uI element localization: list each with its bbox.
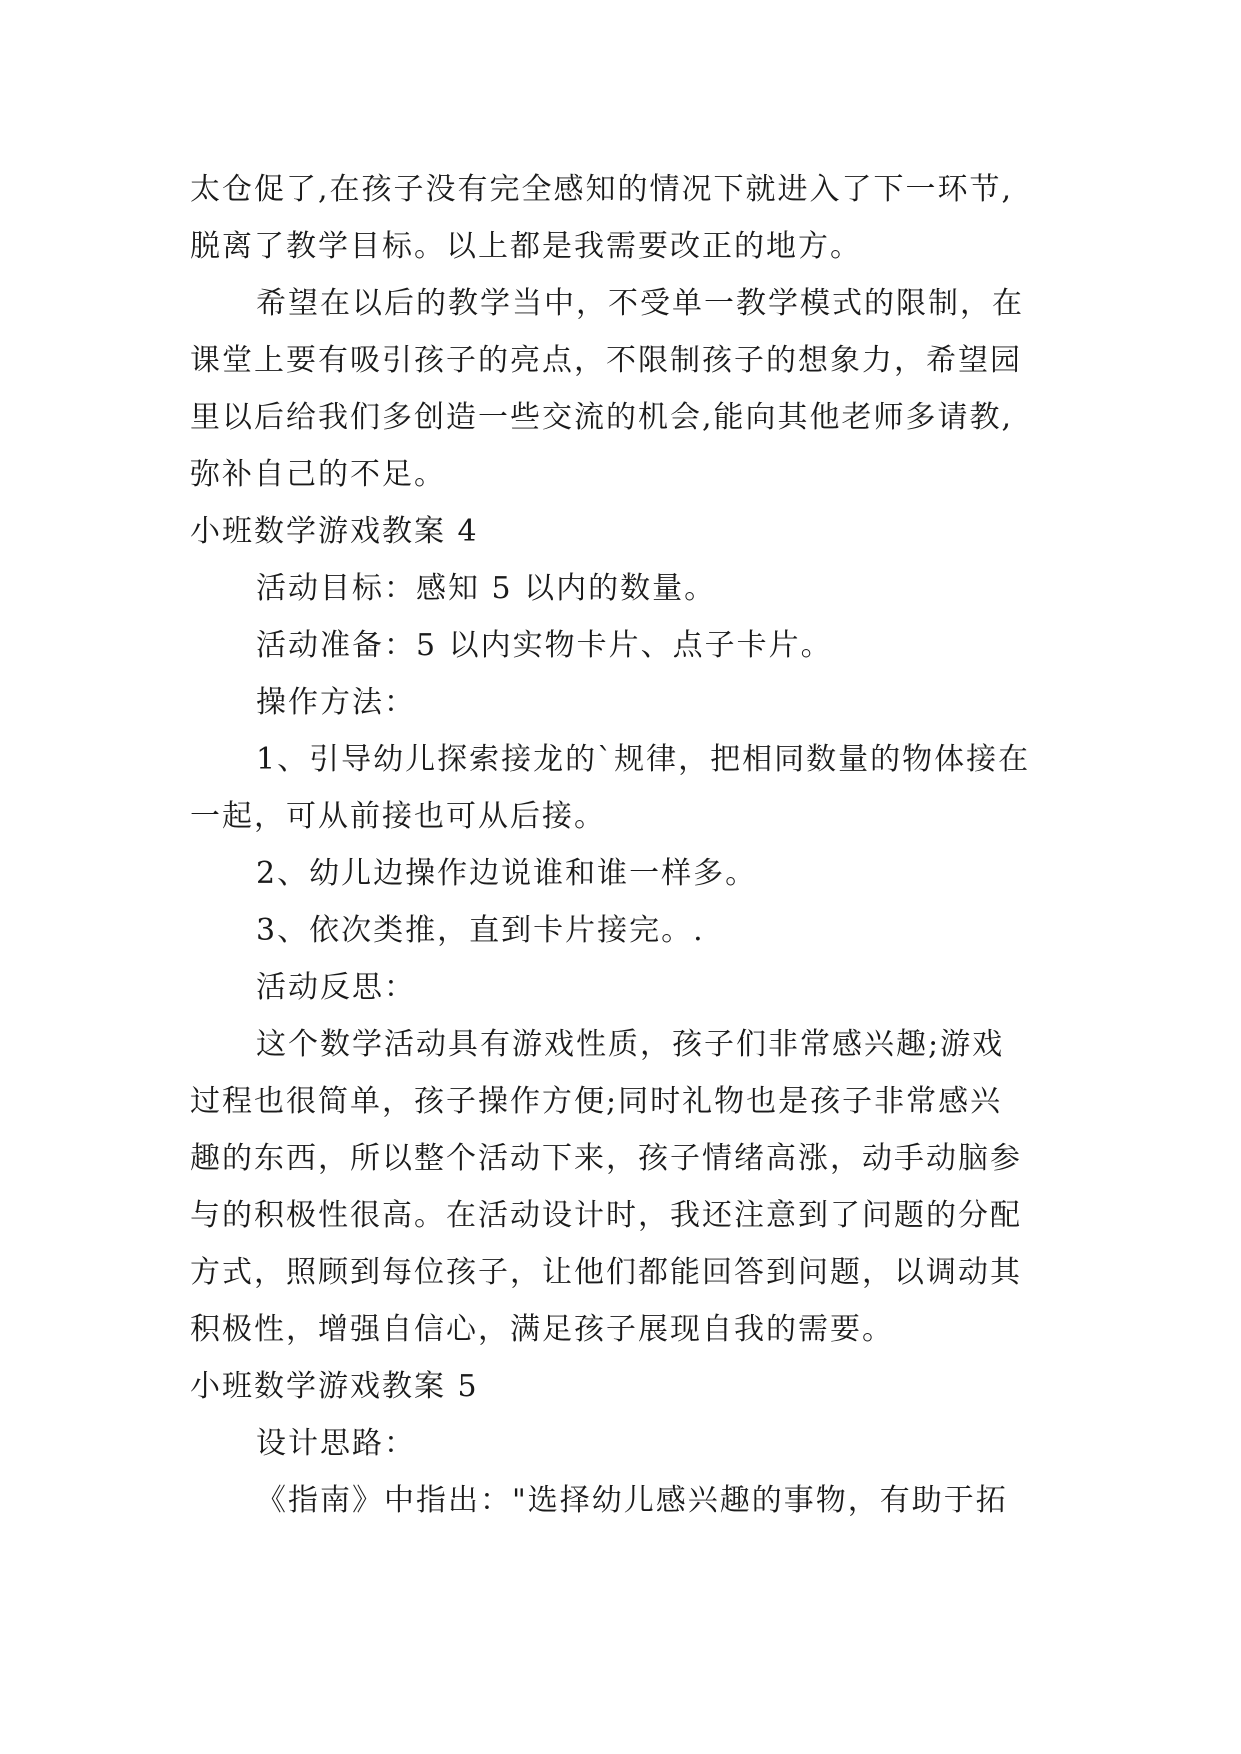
section-heading: 小班数学游戏教案 4 bbox=[190, 514, 479, 549]
text-line: 趣的东西，所以整个活动下来，孩子情绪高涨，动手动脑参 bbox=[190, 1141, 1022, 1176]
text-line: 积极性，增强自信心，满足孩子展现自我的需要。 bbox=[190, 1312, 894, 1347]
text-line: 设计思路： bbox=[256, 1426, 416, 1461]
text-line: 2、幼儿边操作边说谁和谁一样多。 bbox=[256, 856, 758, 891]
text-line: 希望在以后的教学当中，不受单一教学模式的限制，在 bbox=[256, 286, 1024, 321]
text-line: 这个数学活动具有游戏性质，孩子们非常感兴趣;游戏 bbox=[256, 1027, 1005, 1062]
text-line: 太仓促了,在孩子没有完全感知的情况下就进入了下一环节, bbox=[190, 172, 1014, 207]
text-line: 3、依次类推，直到卡片接完。. bbox=[256, 913, 705, 948]
section-heading: 小班数学游戏教案 5 bbox=[190, 1369, 479, 1404]
text-line: 脱离了教学目标。以上都是我需要改正的地方。 bbox=[190, 229, 862, 264]
text-line: 活动反思： bbox=[256, 970, 416, 1005]
text-line: 1、引导幼儿探索接龙的`规律，把相同数量的物体接在 bbox=[256, 742, 1031, 777]
text-line: 方式，照顾到每位孩子，让他们都能回答到问题，以调动其 bbox=[190, 1255, 1022, 1290]
text-line: 《指南》中指出："选择幼儿感兴趣的事物，有助于拓 bbox=[256, 1483, 1008, 1518]
text-line: 里以后给我们多创造一些交流的机会,能向其他老师多请教, bbox=[190, 400, 1014, 435]
text-line: 课堂上要有吸引孩子的亮点，不限制孩子的想象力，希望园 bbox=[190, 343, 1022, 378]
text-line: 活动目标：感知 5 以内的数量。 bbox=[256, 571, 717, 606]
text-line: 过程也很简单，孩子操作方便;同时礼物也是孩子非常感兴 bbox=[190, 1084, 1003, 1119]
text-line: 与的积极性很高。在活动设计时，我还注意到了问题的分配 bbox=[190, 1198, 1022, 1233]
text-line: 弥补自己的不足。 bbox=[190, 457, 446, 492]
text-line: 活动准备：5 以内实物卡片、点子卡片。 bbox=[256, 628, 833, 663]
text-line: 操作方法： bbox=[256, 685, 416, 720]
text-line: 一起，可从前接也可从后接。 bbox=[190, 799, 606, 834]
